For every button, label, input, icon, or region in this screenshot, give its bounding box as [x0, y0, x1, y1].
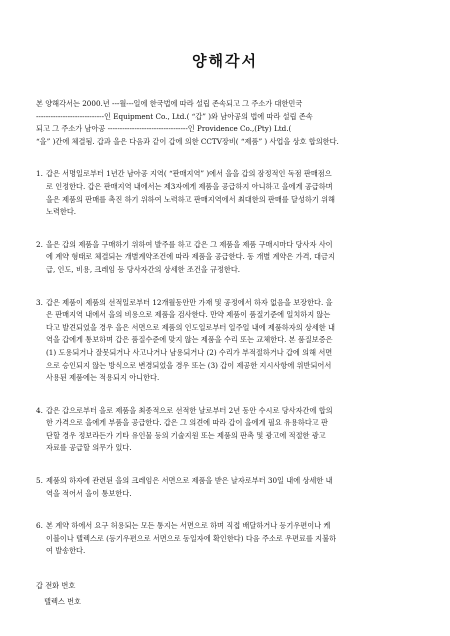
document-body	[36, 98, 420, 610]
clause-2	[36, 239, 420, 277]
clause-number: 1.	[36, 169, 43, 179]
clause-line: 사용된 제품에는 적용되지 아니한다.	[46, 373, 160, 383]
clause-line: 자료를 공급할 의무가 있다.	[46, 443, 132, 453]
clause-number: 2.	[36, 239, 43, 249]
clause-3	[36, 297, 420, 385]
clause-line: 으로 승인되지 않는 방식으로 변경되었을 경우 또는 (3) 갑이 제공한 지시사항에 위반되어서	[46, 360, 332, 370]
clause-line: 역을 갑에게 통보하며 갑은 품질수준에 맞지 않는 제품을 수리 또는 교체한다. 본 품질보증은	[46, 335, 333, 345]
clause-line: 역을 적어서 을이 통보한다.	[46, 488, 132, 498]
intro-line: 되고 그 주소가 남아공 ---------------------------------인 Providence Co.,(Pty) Ltd.(	[36, 124, 292, 134]
intro-paragraph	[36, 98, 420, 148]
document-title: 양해각서	[192, 52, 258, 70]
party-phone-label: 갑 전화 번호	[36, 581, 76, 591]
clause-line: 을은 제품의 판매를 촉진 하기 위하여 노력하고 판매지역에서 최대한의 판매를 달성하기 위해	[46, 194, 335, 204]
clause-line: 은 판매지역 내에서 을의 비용으로 제품을 검사한다. 만약 제품이 품질기준에 일치하지 않는	[46, 310, 331, 320]
intro-line: ----------------------------인 Equipment Co., Ltd.( “갑” )와 남아공의 법에 따라 설립 존속	[36, 111, 313, 121]
clause-line: 단할 경우 정보라든가 기타 유인물 등의 기술지원 또는 제품의 판촉 및 광고에 적절한 광고	[46, 430, 326, 440]
clause-line: 이블이나 텔렉스로 (등기우편으로 서면으로 동일자에 확인한다) 다음 주소로 우편료를 지불하	[46, 533, 337, 543]
clause-line: 여 발송한다.	[46, 546, 86, 556]
clause-number: 6.	[36, 521, 43, 531]
clause-line: 본 계약 하에서 요구 허용되는 모든 통지는 서면으로 하며 직접 배달하거나 등기우편이나 케	[46, 521, 331, 531]
clause-line: 을은 갑의 제품을 구매하기 위하여 발주를 하고 갑은 그 제품을 제품 구매시마다 당사자 사이	[46, 239, 333, 249]
clause-line: 로 인정한다. 갑은 판매지역 내에서는 제3자에게 제품을 공급하지 아니하고 을에게 공급하며	[46, 181, 333, 191]
intro-line: 본 양해각서는 2000.년 ---월---일에 한국법에 따라 설립 존속되고 그 주소가 대한민국	[36, 99, 303, 108]
clause-line: 에 계약 형태로 체결되는 개별계약조건에 따라 제품을 공급한다. 동 개별 계약은 가격, 대금지	[46, 252, 335, 262]
signature-block	[36, 578, 420, 610]
clause-number: 5.	[36, 476, 43, 486]
clause-4	[36, 405, 420, 455]
clause-1	[36, 168, 420, 218]
clause-line: 다고 발견되었을 경우 을은 서면으로 제품의 인도일로부터 일주일 내에 제품하자의 상세한 내	[46, 322, 335, 332]
clause-5	[36, 475, 420, 500]
clause-line: 갑은 서명일로부터 1년간 남아공 지역( “판매지역” )에서 을을 갑의 잠정적인 독점 판매점으	[46, 169, 332, 179]
clause-line: 급, 인도, 비용, 크레임 등 당사자간의 상세한 조건을 규정한다.	[46, 264, 241, 274]
intro-line: “을” )간에 체결됨. 갑과 을은 다음과 같이 갑에 의한 CCTV장비( “제품” ) 사업을 상호 합의한다.	[36, 136, 339, 146]
clause-line: 갑은 갑으로부터 을로 제품을 최종적으로 선적한 날로부터 2년 동안 수시로 당사자간에 합의	[46, 405, 333, 415]
clause-6	[36, 520, 420, 558]
telex-label: 텔렉스 번호	[44, 597, 82, 607]
clause-number: 4.	[36, 405, 43, 415]
clause-line: 한 가격으로 을에게 부품을 공급한다. 갑은 그 의견에 따라 갑이 을에게 필요 유용하다고 판	[46, 418, 328, 428]
clause-line: 노력한다.	[46, 207, 77, 217]
clause-line: 갑은 제품이 제품의 선적일로부터 12개월동안만 가재 및 공정에서 하자 없음을 보장한다. 을	[46, 297, 333, 307]
clause-line: (1) 도용되거나 잘못되거나 사고나거나 남용되거나 (2) 수리가 부적절하거나 갑에 의해 서면	[46, 347, 333, 357]
clause-line: 제품의 하자에 관련된 을의 크레임은 서면으로 제품을 받은 날자로부터 30일 내에 상세한 내	[46, 476, 333, 486]
clause-number: 3.	[36, 297, 43, 307]
